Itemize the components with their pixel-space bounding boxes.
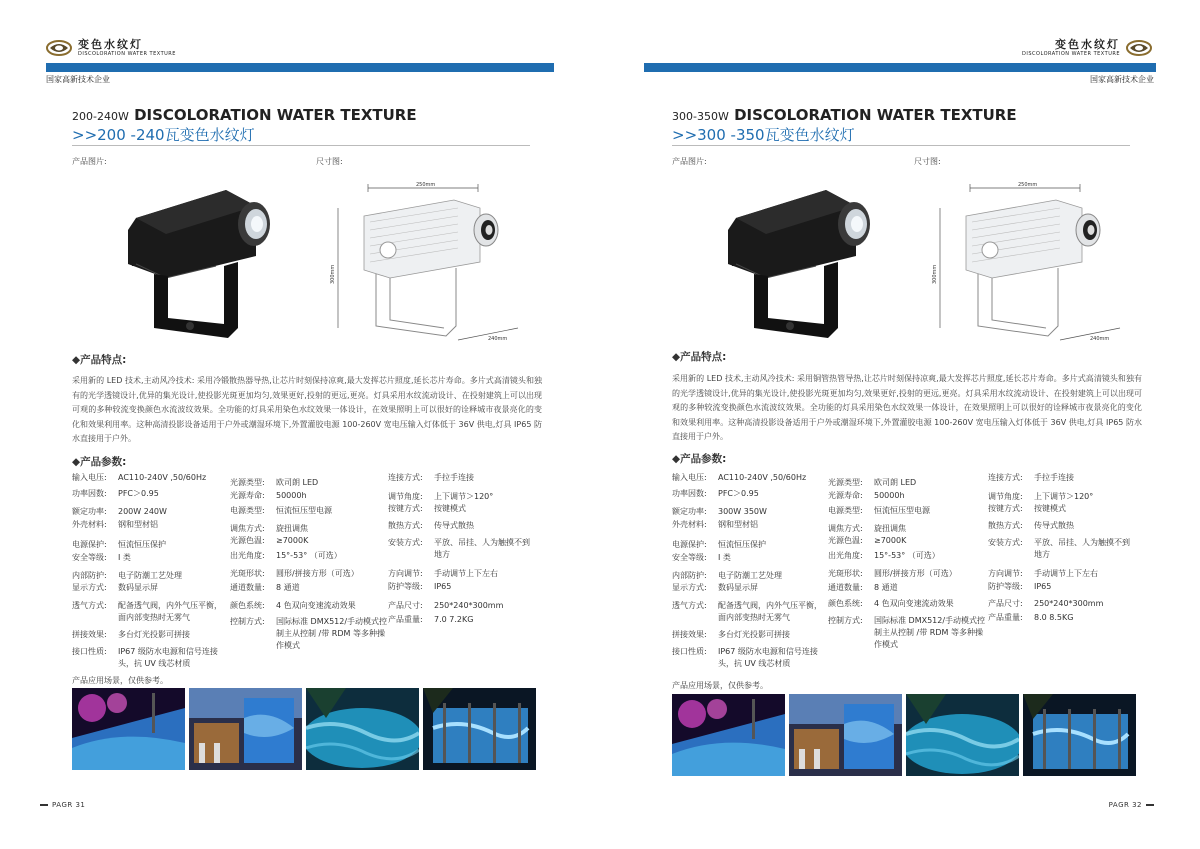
photo-label: 产品图片:	[72, 157, 107, 166]
param-row: 光源类型: 欧司朗 LED	[230, 478, 319, 487]
param-row: 散热方式: 传导式散热	[388, 521, 474, 530]
scene-photo-1	[672, 694, 785, 776]
brand-name-cn: 变色水纹灯	[78, 38, 143, 51]
heading-divider	[672, 145, 1130, 146]
param-row: 防护等级: IP65	[388, 582, 452, 591]
param-row: 出光角度: 15°-53° （可选）	[828, 551, 940, 560]
dim-depth: 240mm	[1090, 336, 1110, 342]
param-row: 显示方式: 数码显示屏	[72, 583, 158, 592]
param-row: 控制方式: 国际标准 DMX512/手动模式控制主从控制 /带 RDM 等多种操作模式	[230, 617, 388, 650]
param-row: 光源寿命: 50000h	[230, 491, 307, 500]
brand-name-en: DISCOLORATION WATER TEXTURE	[1022, 51, 1120, 57]
param-row: 额定功率: 300W 350W	[672, 507, 767, 516]
footer-dash	[40, 804, 48, 806]
scene-gallery	[672, 694, 1136, 776]
scene-photo-1	[72, 688, 185, 770]
company-tag: 国家高新技术企业	[1090, 75, 1154, 84]
param-row: 颜色系统: 4 色双向变速流动效果	[828, 599, 954, 608]
param-row: 控制方式: 国际标准 DMX512/手动模式控制主从控制 /带 RDM 等多种操作模式	[828, 616, 986, 649]
param-row: 透气方式: 配备透气阀，内外气压平衡，面内部变热时无雾气	[72, 601, 222, 622]
param-row: 电源保护: 恒流恒压保护	[72, 540, 166, 549]
param-row: 方向调节: 手动调节上下左右	[388, 569, 498, 578]
param-row: 光斑形状: 圆形/拼接方形（可选）	[230, 569, 359, 578]
param-row: 产品尺寸: 250*240*300mm	[988, 599, 1104, 608]
param-row: 额定功率: 200W 240W	[72, 507, 167, 516]
param-row: 内部防护: 电子防潮工艺处理	[672, 571, 782, 580]
param-row: 透气方式: 配备透气阀，内外气压平衡，面内部变热时无雾气	[672, 601, 822, 622]
dim-height: 300mm	[932, 264, 938, 284]
param-row: 电源保护: 恒流恒压保护	[672, 540, 766, 549]
params-title: ◆产品参数:	[72, 456, 127, 468]
product-heading	[72, 106, 417, 145]
features-title: ◆产品特点:	[672, 351, 727, 363]
footer-dash	[1146, 804, 1154, 806]
photo-label: 产品图片:	[672, 157, 707, 166]
brand-name-cn: 变色水纹灯	[1055, 38, 1120, 51]
page-number: PAGR 31	[52, 801, 86, 809]
dim-width: 250mm	[1018, 182, 1038, 188]
dimension-drawing	[328, 178, 528, 348]
param-row: 散热方式: 传导式散热	[988, 521, 1074, 530]
param-row: 方向调节: 手动调节上下左右	[988, 569, 1098, 578]
param-row: 功率因数: PFC＞0.95	[72, 489, 159, 498]
dim-width: 250mm	[416, 182, 436, 188]
param-row: 连接方式: 手拉手连接	[388, 473, 474, 482]
param-row: 调节角度: 上下调节＞120°	[388, 492, 494, 501]
title-wattage: 300-350W	[672, 110, 729, 123]
dimension-drawing	[930, 178, 1130, 348]
product-heading	[672, 106, 1017, 145]
param-row: 拼接效果: 多台灯光投影可拼接	[672, 630, 790, 639]
param-row: 防护等级: IP65	[988, 582, 1052, 591]
scenes-label: 产品应用场景，仅供参考。	[72, 676, 168, 685]
title-cn: >>200 -240瓦变色水纹灯	[72, 126, 255, 144]
param-row: 按键方式: 按键模式	[988, 504, 1066, 513]
dimension-label: 尺寸图:	[914, 157, 941, 166]
param-row: 功率因数: PFC＞0.95	[672, 489, 759, 498]
features-text: 采用新的 LED 技术,主动风冷技术: 采用冷锻散热器导热,让芯片时刻保持凉爽,最大发挥芯片照度,延长芯片寿命。多片式高清镜头和独有的光学透镜设计,优异的集光设计,使投影光斑更加均匀,效果更好,投射的更远,更亮。灯具采用水纹流动设计、在投射建筑上可以出现可观的多种较流变换颜色水流波纹效果。全功能的灯具采用染色水纹效果一体设计，在效果照明上可以很好的诠释城市夜景亮化的变化和效果利用率。这种高清投影设备适用于户外或潮湿环境下,外置灌胶电源 100-260V 宽电压输入灯体低于 36V 供电,灯具 IP65 防水直接用于户外。	[72, 376, 542, 443]
company-tag: 国家高新技术企业	[46, 75, 110, 84]
title-en: DISCOLORATION WATER TEXTURE	[134, 106, 417, 124]
param-row: 安全等级: I 类	[72, 553, 131, 562]
brand-header	[46, 38, 176, 58]
param-row: 接口性质: IP67 级防水电源和信号连接头，抗 UV 线芯材质	[72, 647, 218, 668]
param-row: 通道数量: 8 通道	[230, 583, 300, 592]
brand-logo-icon	[1126, 39, 1152, 57]
param-row: 调焦方式: 旋扭调焦	[230, 524, 308, 533]
param-row: 调焦方式: 旋扭调焦	[828, 524, 906, 533]
title-en: DISCOLORATION WATER TEXTURE	[734, 106, 1017, 124]
heading-divider	[72, 145, 530, 146]
param-row: 光源类型: 欧司朗 LED	[828, 478, 917, 487]
page-footer	[1109, 801, 1154, 809]
param-row: 外壳材料: 钢和型材铝	[72, 520, 158, 529]
param-row: 接口性质: IP67 级防水电源和信号连接头，抗 UV 线芯材质	[672, 647, 818, 668]
param-row: 安装方式: 平放、吊挂、人为触摸不到地方	[988, 538, 1130, 559]
param-row: 电源类型: 恒流恒压型电源	[230, 506, 332, 515]
param-row: 拼接效果: 多台灯光投影可拼接	[72, 630, 190, 639]
param-row: 出光角度: 15°-53° （可选）	[230, 551, 342, 560]
brand-name-en: DISCOLORATION WATER TEXTURE	[78, 51, 176, 57]
params-title: ◆产品参数:	[672, 453, 727, 465]
param-row: 调节角度: 上下调节＞120°	[988, 492, 1094, 501]
scene-photo-4	[1023, 694, 1136, 776]
param-row: 光斑形状: 圆形/拼接方形（可选）	[828, 569, 957, 578]
catalog-page-right	[640, 0, 1200, 849]
page-number: PAGR 32	[1108, 801, 1142, 809]
param-row: 产品重量: 8.0 8.5KG	[988, 613, 1074, 622]
param-row: 产品尺寸: 250*240*300mm	[388, 601, 504, 610]
param-row: 光源色温: ≥7000K	[230, 536, 309, 545]
param-row: 输入电压: AC110-240V ,50/60Hz	[72, 473, 207, 482]
param-row: 显示方式: 数码显示屏	[672, 583, 758, 592]
header-bar	[644, 63, 1156, 72]
param-row: 外壳材料: 钢和型材铝	[672, 520, 758, 529]
brand-header	[1022, 38, 1152, 58]
param-row: 安全等级: I 类	[672, 553, 731, 562]
scene-gallery	[72, 688, 536, 770]
title-wattage: 200-240W	[72, 110, 129, 123]
param-row: 安装方式: 平放、吊挂、人为触摸不到地方	[388, 538, 530, 559]
brand-logo-icon	[46, 39, 72, 57]
features-title: ◆产品特点:	[72, 354, 127, 366]
features-text: 采用新的 LED 技术,主动风冷技术: 采用铜管热管导热,让芯片时刻保持凉爽,最大发挥芯片照度,延长芯片寿命。多片式高清镜头和独有的光学透镜设计,优异的集光设计,使投影光斑更加均匀,效果更好,投射的更远,更亮。灯具采用水纹流动设计、在投射建筑上可以出现可观的多种较流变换颜色水流波纹效果。全功能的灯具采用染色水纹效果一体设计，在效果照明上可以很好的诠释城市夜景亮化的变化和效果利用率。这种高清投影设备适用于户外或潮湿环境下,外置灌胶电源 100-260V 宽电压输入灯体低于 36V 供电,灯具 IP65 防水直接用于户外。	[672, 374, 1142, 441]
param-row: 连接方式: 手拉手连接	[988, 473, 1074, 482]
scene-photo-2	[789, 694, 902, 776]
param-row: 光源寿命: 50000h	[828, 491, 905, 500]
dim-height: 300mm	[330, 264, 336, 284]
scene-photo-3	[306, 688, 419, 770]
scenes-label: 产品应用场景，仅供参考。	[672, 681, 768, 690]
dim-depth: 240mm	[488, 336, 508, 342]
dimension-label: 尺寸图:	[316, 157, 343, 166]
param-row: 内部防护: 电子防潮工艺处理	[72, 571, 182, 580]
title-cn: >>300 -350瓦变色水纹灯	[672, 126, 855, 144]
header-bar	[46, 63, 554, 72]
page-footer	[40, 801, 85, 809]
catalog-page-left	[0, 0, 560, 849]
product-photo	[706, 178, 876, 340]
param-row: 光源色温: ≥7000K	[828, 536, 907, 545]
scene-photo-4	[423, 688, 536, 770]
param-row: 产品重量: 7.0 7.2KG	[388, 615, 474, 624]
param-row: 按键方式: 按键模式	[388, 504, 466, 513]
scene-photo-3	[906, 694, 1019, 776]
scene-photo-2	[189, 688, 302, 770]
param-row: 电源类型: 恒流恒压型电源	[828, 506, 930, 515]
param-row: 通道数量: 8 通道	[828, 583, 898, 592]
param-row: 颜色系统: 4 色双向变速流动效果	[230, 601, 356, 610]
product-photo	[106, 178, 276, 340]
param-row: 输入电压: AC110-240V ,50/60Hz	[672, 473, 807, 482]
